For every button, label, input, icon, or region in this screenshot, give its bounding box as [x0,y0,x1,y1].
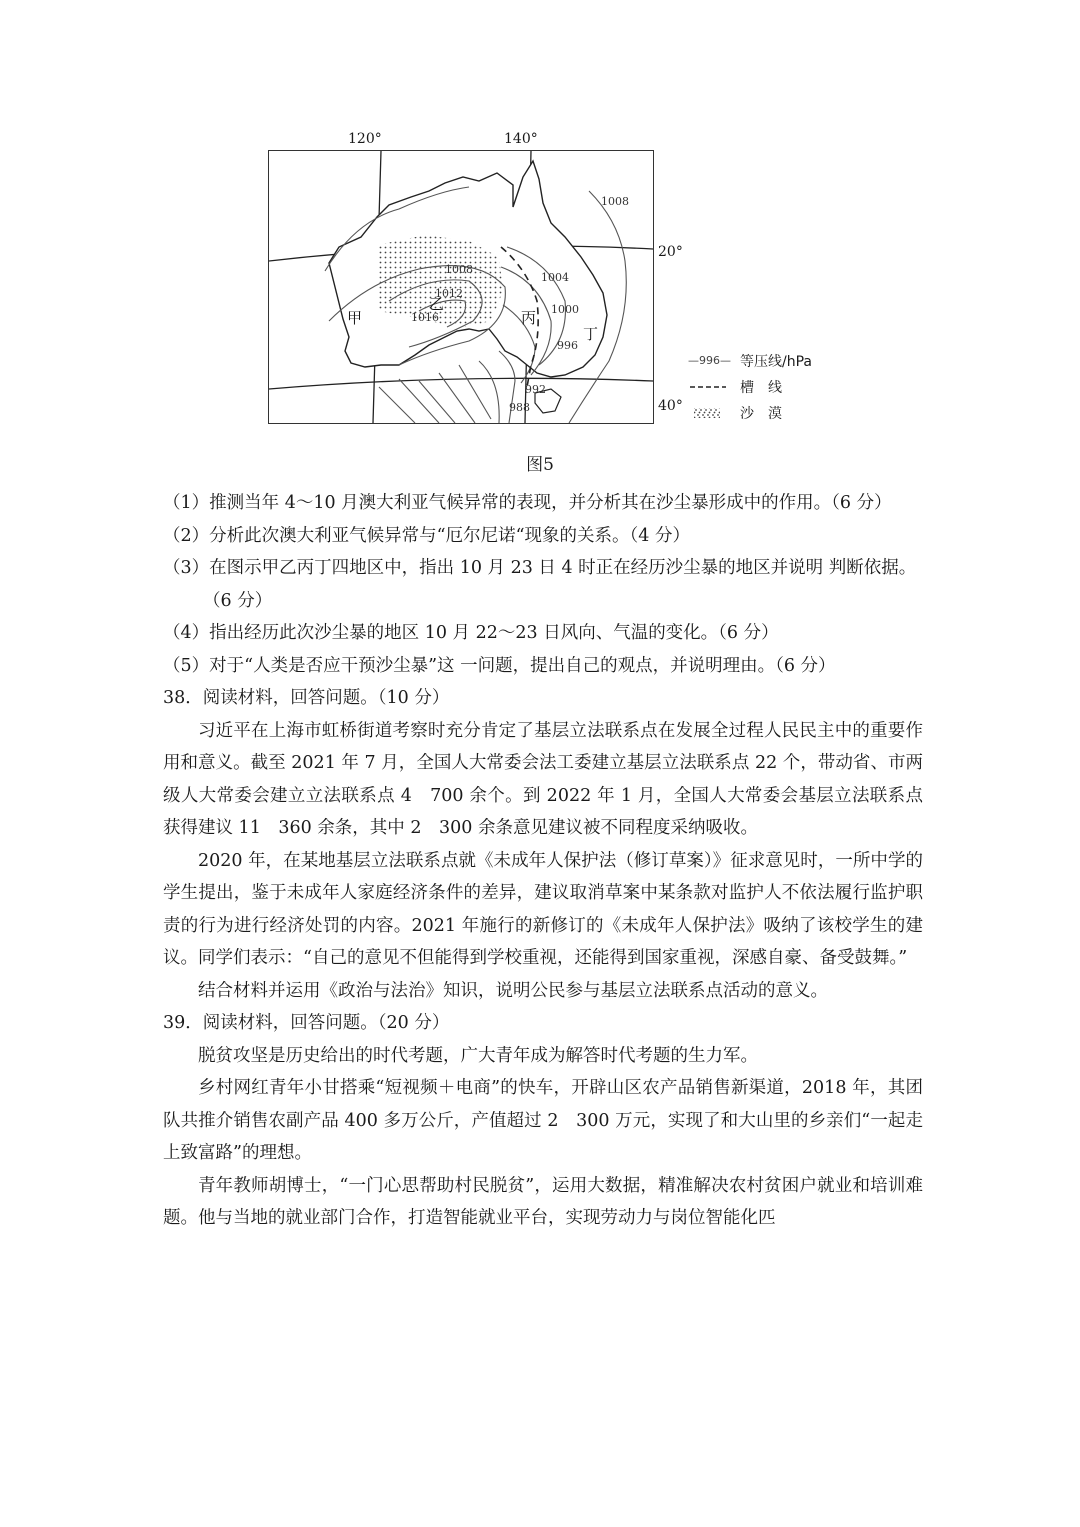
question-3: （3）在图示甲乙丙丁四地区中，指出 10 月 23 日 4 时正在经历沙尘暴的地区并说明 判断依据。（6 分） [163,558,917,611]
question-4: （4）指出经历此次沙尘暴的地区 10 月 22～23 日风向、气温的变化。（6 分） [163,623,779,643]
region-label-jia: 甲 [347,309,363,327]
legend-desert-symbol [688,406,734,420]
q38-paragraph-3: 结合材料并运用《政治与法治》知识，说明公民参与基层立法联系点活动的意义。 [198,980,828,1001]
isobar-label: 1004 [541,271,569,284]
figure-caption: 图5 [526,455,554,475]
isobar-label: 1000 [551,303,579,316]
legend-trough-symbol [688,380,734,394]
exam-text [163,487,923,1235]
isobar-label: 1012 [435,287,463,300]
map-svg [269,151,653,423]
q39-paragraph-1: 脱贫攻坚是历史给出的时代考题，广大青年成为解答时代考题的生力军。 [198,1045,758,1066]
legend-desert-text: 沙 漠 [740,406,782,422]
isobar-label: 996 [557,339,578,352]
legend-row-trough [688,374,812,400]
q39-heading: 39．阅读材料，回答问题。（20 分） [163,1013,450,1033]
legend-trough-text: 槽 线 [740,380,782,396]
lat-label-40: 40° [658,398,683,414]
lat-line-40 [269,378,653,389]
lat-label-20: 20° [658,244,683,260]
q38-paragraph-2: 2020 年，在某地基层立法联系点就《未成年人保护法（修订草案）》征求意见时，一所中学的学生提出，鉴于未成年人家庭经济条件的差异，建议取消草案中某条款对监护人不依法履行监护职责的行为进行经济处罚的内容。2021 年施行的新修订的《未成年人保护法》吸纳了该校学生的建议。同学们表示：“自己的意见不但能得到学校重视，还能得到国家重视，深感自豪、备受鼓舞。” [163,850,923,968]
region-label-bing: 丙 [521,309,537,327]
legend-row-isobar [688,348,812,374]
question-5: （5）对于“人类是否应干预沙尘暴”这 一问题，提出自己的观点，并说明理由。（6 分） [163,655,836,676]
region-label-yi: 乙 [429,295,445,313]
region-label-ding: 丁 [583,325,599,343]
q39-paragraph-3: 青年教师胡博士，“一门心思帮助村民脱贫”，运用大数据，精准解决农村贫困户就业和培训难题。他与当地的就业部门合作，打造智能就业平台，实现劳动力与岗位智能化匹 [163,1175,923,1228]
isobar-label: 1008 [601,195,629,208]
lon-label-120: 120° [348,131,382,147]
q39-paragraph-2: 乡村网红青年小甘搭乘“短视频＋电商”的快车，开辟山区农产品销售新渠道，2018 年，其团队共推介销售农副产品 400 多万公斤，产值超过 2 300 万元，实现了和大山里的乡亲们“一起走上致富路”的理想。 [163,1078,923,1163]
isobar-label: 988 [509,401,530,414]
map-legend [688,348,812,426]
q38-paragraph-1: 习近平在上海市虹桥街道考察时充分肯定了基层立法联系点在发展全过程人民民主中的重要作用和意义。截至 2021 年 7 月，全国人大常委会法工委建立基层立法联系点 22 个，带动省、市两级人大常委会建立立法联系点 4 700 余个。到 2022 年 1 月，全国人大常委会基层立法联系点获得建议 11 360 余条，其中 2 300 余条意见建议被不同程度采纳吸收。 [163,720,923,838]
figure-5-map [268,128,828,428]
legend-isobar-text: 等压线/hPa [740,354,812,370]
legend-isobar-symbol: —996— [688,354,731,367]
question-2: （2）分析此次澳大利亚气候异常与“厄尔尼诺“现象的关系。（4 分） [163,525,690,546]
isobar-label: 1016 [411,311,439,324]
map-frame [268,150,654,424]
legend-row-desert [688,400,812,426]
isobar-label: 1008 [445,263,473,276]
question-1: （1）推测当年 4～10 月澳大利亚气候异常的表现，并分析其在沙尘暴形成中的作用。（6 分） [163,493,892,513]
lon-label-140: 140° [504,131,538,147]
q38-heading: 38．阅读材料，回答问题。（10 分） [163,688,450,708]
isobar-label: 992 [525,383,546,396]
